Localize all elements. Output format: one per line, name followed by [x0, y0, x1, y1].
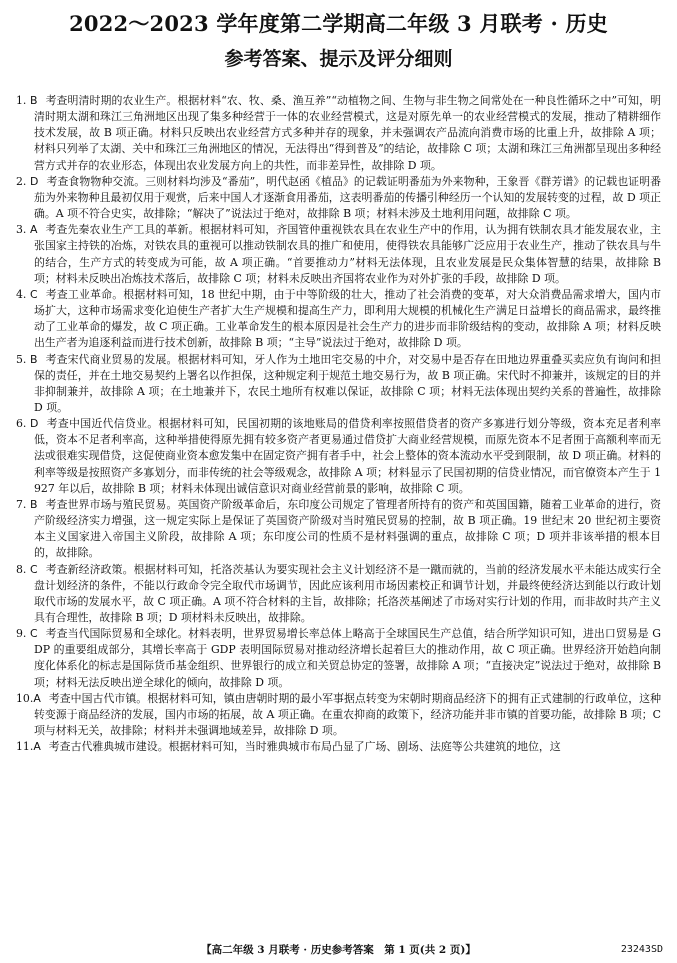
answer-explanation: 考查中国古代市镇。根据材料可知，镇由唐朝时期的最小军事据点转变为宋朝时期商品经济下的拥有正式建制的行政单位，这种转变源于商品经济的发展，国内市场的拓展，故 A 项正确。在重农抑商的政策下，经济功能并非市镇的首要功能，故排除 B 项；C 项与材料无关，故排除；材料并未强调地域差异，故排除 D 项。 — [34, 691, 661, 738]
answer-choice: B — [30, 352, 38, 366]
answer-choice: C — [30, 287, 38, 301]
answer-number: 5. — [16, 352, 27, 366]
answer-explanation: 考查食物物种交流。三则材料均涉及“番茄”，明代赵函《植品》的记载证明番茄为外来物种，王象晋《群芳谱》的记载也证明番茄为外来物种且最初仅用于观赏，后来中国人才逐渐食用番茄，这表明番茄的传播引种经历一个认知的发展转变的过程，故 D 项正确。A 项不符合史实，故排除；“解决了”说法过于绝对，故排除 B 项；材料未涉及土地利用问题，故排除 C 项。 — [34, 174, 661, 221]
footer-label: 【高二年级 3 月联考 · 历史参考答案 第 1 页(共 2 页)】 — [201, 944, 476, 956]
answer-number: 10. — [16, 691, 34, 705]
answer-item — [16, 222, 661, 287]
answer-explanation: 考查世界市场与殖民贸易。英国资产阶级革命后，东印度公司规定了管理者所持有的资产和英国国籍，随着工业革命的进行，资产阶级经济实力增强，这一规定实际上是保证了英国资产阶级对当时殖民贸易的控制，故 B 项正确。19 世纪末 20 世纪初主要资本主义国家进入帝国主义阶段，故排除 A 项；东印度公司的性质不是材料强调的重点，故排除 C 项；D 项并非该举措的根本目的，故排除。 — [34, 497, 661, 560]
answer-choice: C — [30, 627, 38, 641]
answer-number: 2. — [16, 174, 27, 188]
answer-explanation: 考查工业革命。根据材料可知，18 世纪中期，由于中等阶级的壮大，推动了社会消费的变革，对大众消费品需求增大，国内市场扩大，这种市场需求变化迫使生产者扩大生产规模和提高生产力，即利用大规模的机械化生产满足日益增长的商品需求，最终推动了工业革命的爆发，故 C 项正确。工业革命发生的根本原因是社会生产力的进步而非阶级结构的变动，故排除 A 项；材料反映出生产者为追逐利益而进行技术创新，故排除 B 项；“主导”说法过于绝对，故排除 D 项。 — [34, 287, 661, 350]
answer-item — [16, 626, 661, 691]
answer-item — [16, 174, 661, 222]
answer-choice: A — [33, 691, 41, 705]
answer-choice: B — [30, 94, 38, 107]
answer-choice: D — [30, 417, 39, 431]
answer-list — [16, 93, 661, 923]
answer-choice: C — [30, 562, 38, 576]
page-title: 2022～2023 学年度第二学期高二年级 3 月联考 · 历史 — [69, 11, 608, 36]
answer-number: 3. — [16, 223, 27, 237]
page-footer — [0, 942, 677, 958]
answer-number: 8. — [16, 562, 27, 576]
answer-explanation: 考查当代国际贸易和全球化。材料表明，世界贸易增长率总体上略高于全球国民生产总值，结合所学知识可知，进出口贸易是 GDP 的重要组成部分，其增长率高于 GDP 表明国际贸易对推动经济增长起着巨大的推动作用，故 C 项正确。世界经济开始趋向制度化体系化的标志是国际货币基金组织、世界银行的成立和关贸总协定的签署，故排除 A 项；“直接决定”说法过于绝对，故排除 B 项；材料无法反映出逆全球化的倾向，故排除 D 项。 — [34, 627, 661, 689]
answer-explanation: 考查古代雅典城市建设。根据材料可知，当时雅典城市布局凸显了广场、剧场、法庭等公共建筑的地位，这 — [48, 740, 561, 754]
document-code: 23243SD — [620, 944, 663, 955]
answer-item — [16, 691, 661, 739]
answer-explanation: 考查先秦农业生产工具的革新。根据材料可知，齐国管仲重视铁农具在农业生产中的作用，认为拥有铁制农具才能发展农业，主张国家主持铁的冶炼，对铁农具的重视可以推动铁制农具的推广和使用，使得铁农具能够广泛应用于农业生产，推动了铁农具与牛的结合，生产方式的转变成为可能，故 A 项正确。“首要推动力”材料无法体现，且农业发展是民众集体智慧的结果，故排除 B 项；材料未反映出冶炼技术落后，故排除 C 项；材料未反映出齐国将农业作为对外扩张的手段，故排除 D 项。 — [34, 223, 661, 285]
answer-number: 1. — [16, 94, 27, 107]
answer-choice: A — [30, 223, 38, 237]
answer-choice: B — [30, 497, 38, 511]
answer-item — [16, 562, 661, 627]
answer-number: 11. — [16, 740, 34, 754]
answer-choice: A — [33, 740, 41, 754]
answer-number: 7. — [16, 497, 27, 511]
answer-item — [16, 287, 661, 352]
answer-explanation: 考查明清时期的农业生产。根据材料“农、牧、桑、渔互养”“动植物之间、生物与非生物之间常处在一种良性循环之中”可知，明清时期太湖和珠江三角洲地区出现了集多种经营于一体的农业经营模式，这是对原先单一的农业经营模式的发展，推动了精耕细作技术发展，故 B 项正确。材料只反映出农业经营方式多种并存的现象，并未强调农产品流向消费市场的比重上升，故排除 A 项；材料只列举了太湖、关中和珠江三角洲地区的情况，无法得出“得到普及”的结论，故排除 C 项；太湖和珠江三角洲都呈现出多种经营方式并存的农业形态，体现出农业发展方向上的共性，而非差异性，故排除 D 项。 — [34, 94, 661, 172]
answer-explanation: 考查新经济政策。根据材料可知，托洛茨基认为要实现社会主义计划经济不是一蹴而就的，当前的经济发展水平未能达成实行全盘计划经济的条件，不能以行政命令完全取代市场调节，因此应该利用市场因素校正和调节计划，并最终使经济达到能以行政计划取代市场的发展水平，故 C 项正确。A 项不符合材料的主旨，故排除；托洛茨基阐述了市场对实行计划的作用，而非故时共产主义具有合理性，故排除 B 项；D 项材料未反映出，故排除。 — [34, 562, 661, 624]
answer-choice: D — [30, 174, 39, 188]
answer-item — [16, 416, 661, 497]
answer-explanation: 考查中国近代信贷业。根据材料可知，民国初期的该地账局的借贷利率按照借贷者的资产多寡进行划分等级，资本充足者利率低，资本不足者利率高，这种举措使得原先拥有较多资产者更易通过借贷扩大商业经营规模，而原先资本不足者囿于高额利率而无法或很难实现借贷，这促使商业资本愈发集中在固定资产拥有者手中，社会上整体的资本流动水平受到限制，故 D 项正确。材料的利率等级是按照资产多寡划分，而非传统的社会等级观念，故排除 A 项；材料显示了民国初期的信贷业情况，而官僚资本产生于 1927 年以后，故排除 B 项；材料未体现出诚信意识对商业经营前景的影响，故排除 C 项。 — [34, 417, 661, 495]
answer-number: 6. — [16, 417, 27, 431]
answer-item — [16, 497, 661, 562]
answer-item — [16, 93, 661, 174]
answer-explanation: 考查宋代商业贸易的发展。根据材料可知，牙人作为土地田宅交易的中介，对交易中是否存在田地边界重叠买卖应负有询问和担保的责任，并在土地交易契约上署名以作担保，这种规定利于规范土地交易行为，故 B 项正确。宋代时不抑兼并，该规定的目的并非抑制兼并，故排除 A 项；在土地兼并下，农民土地所有权难以保证，故排除 C 项；材料无法体现出契约关系的普遍性，故排除 D 项。 — [34, 352, 661, 414]
answer-item — [16, 352, 661, 417]
answer-number: 9. — [16, 627, 27, 641]
answer-number: 4. — [16, 287, 27, 301]
page-subtitle: 参考答案、提示及评分细则 — [224, 48, 453, 70]
answer-item — [16, 739, 661, 755]
